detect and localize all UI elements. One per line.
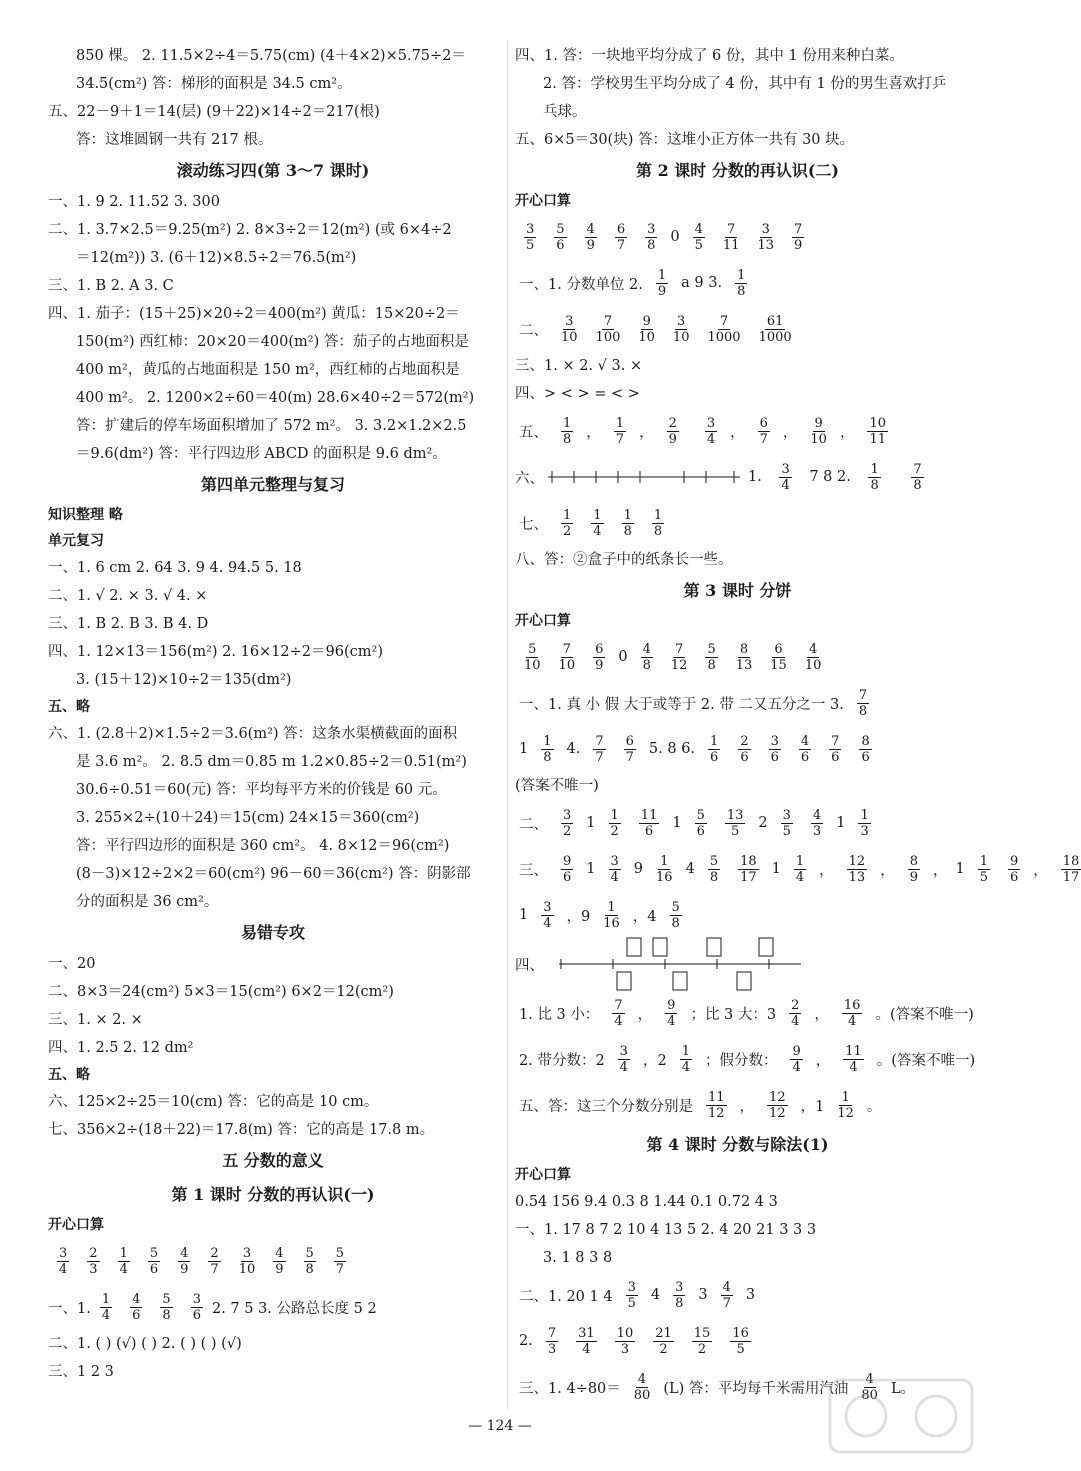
fraction: $\frac{1}{8}$ bbox=[870, 461, 879, 493]
subsection-heading: 开心口算 bbox=[48, 1217, 104, 1233]
text-line: 六、1. (2.8＋2)×1.5÷2＝3.6(m²) 答：这条水渠横截面的面积 bbox=[48, 726, 458, 742]
text-line: 34.5(cm²) 答：梯形的面积是 34.5 cm²。 bbox=[76, 76, 352, 92]
fraction: $\frac{4}{10}$ bbox=[804, 641, 822, 673]
fraction: $\frac{3}{4}$ bbox=[781, 461, 790, 493]
text-segment: 1 bbox=[586, 861, 596, 877]
fraction: $\frac{4}{80}$ bbox=[633, 1371, 651, 1403]
fraction: $\frac{2}{4}$ bbox=[791, 997, 800, 1029]
fraction-row bbox=[515, 1036, 976, 1082]
fraction: $\frac{9}{6}$ bbox=[1010, 853, 1019, 885]
text-segment: ， bbox=[819, 862, 834, 879]
text-line: 五、略 bbox=[48, 1067, 90, 1083]
text-line: 二、1. ( ) (√) ( ) 2. ( ) ( ) (√) bbox=[48, 1336, 242, 1352]
text-segment: (L) 答：平均每千米需用汽油 bbox=[663, 1380, 849, 1397]
fraction: $\frac{7}{9}$ bbox=[794, 221, 803, 253]
text-segment: 2. bbox=[519, 1333, 533, 1349]
fraction: $\frac{13}{5}$ bbox=[726, 807, 744, 839]
fraction: $\frac{61}{1000}$ bbox=[758, 313, 792, 345]
fraction-row bbox=[515, 214, 960, 260]
fraction: $\frac{1}{8}$ bbox=[563, 415, 572, 447]
question-prefix: 四、 bbox=[515, 958, 544, 974]
text-segment: 2 bbox=[758, 815, 768, 831]
text-line: 400 m²，黄瓜的占地面积是 150 m²，西红柿的占地面积是 bbox=[76, 362, 460, 378]
fraction: $\frac{5}{10}$ bbox=[524, 641, 541, 673]
fraction: $\frac{1}{2}$ bbox=[563, 507, 572, 539]
fraction: $\frac{6}{7}$ bbox=[616, 221, 626, 253]
fraction: $\frac{1}{4}$ bbox=[681, 1043, 690, 1075]
text-line: 乓球。 bbox=[543, 104, 587, 120]
text-line: 400 m²。 2. 1200×2÷60＝40(m) 28.6×40÷2＝572(m²) bbox=[76, 390, 475, 406]
text-segment: a 9 3. bbox=[681, 275, 723, 291]
text-line: 150(m²) 西红柿：20×20＝400(m²) 答：茄子的占地面积是 bbox=[76, 334, 469, 350]
text-segment: 0 bbox=[670, 229, 680, 245]
text-line: ＝12(m²)) 3. (6＋12)×8.5÷2＝76.5(m²) bbox=[76, 250, 357, 266]
fraction: $\frac{1}{7}$ bbox=[615, 415, 625, 447]
text-line: 三、1. B 2. B 3. B 4. D bbox=[48, 616, 209, 632]
fraction: $\frac{3}{4}$ bbox=[619, 1043, 628, 1075]
text-segment: 五、答：这三个分数分别是 bbox=[519, 1098, 693, 1115]
chapter-heading: 五 分数的意义 bbox=[222, 1151, 324, 1170]
text-segment: L。 bbox=[890, 1380, 916, 1397]
fraction-row bbox=[48, 1238, 498, 1284]
text-segment: ， bbox=[639, 424, 654, 441]
fraction: $\frac{5}{6}$ bbox=[696, 807, 705, 839]
fraction-row bbox=[515, 892, 960, 938]
text-segment: ， bbox=[814, 1006, 829, 1023]
fraction: $\frac{4}{7}$ bbox=[722, 1279, 731, 1311]
fraction: $\frac{1}{8}$ bbox=[737, 267, 746, 299]
fraction: $\frac{9}{10}$ bbox=[810, 415, 827, 447]
fraction: $\frac{3}{8}$ bbox=[647, 221, 656, 253]
fraction: $\frac{7}{7}$ bbox=[595, 733, 604, 765]
fraction-row bbox=[515, 726, 960, 772]
text-segment: ， bbox=[739, 1098, 755, 1115]
text-segment: 4 bbox=[685, 861, 695, 877]
fraction: $\frac{8}{13}$ bbox=[735, 641, 753, 673]
fraction: $\frac{7}{6}$ bbox=[831, 733, 840, 765]
text-segment: ， bbox=[1033, 862, 1048, 879]
fraction: $\frac{8}{6}$ bbox=[861, 733, 870, 765]
fraction: $\frac{7}{8}$ bbox=[913, 461, 922, 493]
fraction: $\frac{16}{5}$ bbox=[732, 1325, 749, 1357]
text-line: 答：扩建后的停车场面积增加了 572 m²。 3. 3.2×1.2×2.5 bbox=[76, 418, 467, 434]
fraction: $\frac{9}{10}$ bbox=[638, 313, 655, 345]
text-line: 3. 1 8 3 8 bbox=[543, 1250, 613, 1266]
fraction: $\frac{6}{7}$ bbox=[625, 733, 634, 765]
text-line: 是 3.6 m²。 2. 8.5 dm＝0.85 m 1.2×0.85÷2＝0.51(m²) bbox=[76, 754, 467, 770]
text-segment: 1. 比 3 小： bbox=[519, 1006, 600, 1023]
text-segment: 七、 bbox=[519, 516, 548, 533]
text-segment: 五、 bbox=[519, 424, 548, 441]
fraction: $\frac{12}{13}$ bbox=[848, 853, 866, 885]
text-line: (答案不唯一) bbox=[515, 778, 599, 794]
fraction: $\frac{4}{9}$ bbox=[586, 221, 595, 253]
text-segment: 1 bbox=[586, 815, 596, 831]
section-heading: 第四单元整理与复习 bbox=[200, 475, 345, 494]
text-segment: ， bbox=[880, 862, 895, 879]
text-line: 六、125×2÷25＝10(cm) 答：它的高是 10 cm。 bbox=[48, 1094, 379, 1110]
text-segment: 2. 带分数：2 bbox=[519, 1052, 605, 1069]
text-segment: 。 bbox=[866, 1098, 882, 1115]
fraction: $\frac{4}{9}$ bbox=[180, 1245, 189, 1277]
fraction: $\frac{1}{5}$ bbox=[979, 853, 988, 885]
fraction-group bbox=[744, 462, 933, 493]
fraction: $\frac{6}{7}$ bbox=[759, 415, 768, 447]
fraction: $\frac{21}{2}$ bbox=[655, 1325, 672, 1357]
text-segment: 7 8 2. bbox=[804, 469, 856, 485]
fraction: $\frac{31}{4}$ bbox=[578, 1325, 595, 1357]
fraction: $\frac{5}{7}$ bbox=[335, 1245, 345, 1277]
text-line: 五、22－9＋1＝14(层) (9＋22)×14÷2＝217(根) bbox=[48, 104, 380, 120]
text-line: 七、356×2÷(18＋22)＝17.8(m) 答：它的高是 17.8 m。 bbox=[48, 1122, 435, 1138]
fraction-row bbox=[515, 1082, 960, 1128]
fraction: $\frac{5}{8}$ bbox=[671, 899, 680, 931]
text-line: 三、1 2 3 bbox=[48, 1364, 114, 1380]
text-segment: 0 bbox=[618, 649, 628, 665]
fraction: $\frac{3}{4}$ bbox=[610, 853, 619, 885]
fraction: $\frac{4}{80}$ bbox=[861, 1371, 878, 1403]
fraction: $\frac{7}{4}$ bbox=[614, 997, 623, 1029]
fraction-row bbox=[515, 260, 960, 306]
fraction-row bbox=[48, 1284, 498, 1330]
fraction: $\frac{3}{10}$ bbox=[561, 313, 578, 345]
fraction-row bbox=[515, 500, 960, 546]
fraction: $\frac{10}{3}$ bbox=[616, 1325, 634, 1357]
fraction: $\frac{3}{6}$ bbox=[192, 1291, 201, 1323]
fraction: $\frac{9}{4}$ bbox=[667, 997, 676, 1029]
text-segment: 三、 bbox=[519, 862, 548, 879]
fraction: $\frac{5}{8}$ bbox=[305, 1245, 314, 1277]
section-heading: 第 2 课时 分数的再认识(二) bbox=[636, 161, 839, 180]
text-segment: 一、1. 分数单位 2. bbox=[519, 276, 643, 293]
text-line: 五、6×5＝30(块) 答：这堆小正方体一共有 30 块。 bbox=[515, 132, 855, 148]
fraction: $\frac{3}{10}$ bbox=[238, 1245, 256, 1277]
text-segment: 1 bbox=[955, 861, 965, 877]
fraction: $\frac{18}{17}$ bbox=[740, 853, 757, 885]
text-line: 答：这堆圆钢一共有 217 根。 bbox=[76, 132, 273, 148]
fraction-row bbox=[515, 1318, 960, 1364]
section-heading: 第 3 课时 分饼 bbox=[683, 581, 792, 600]
text-line: 四、1. 答：一块地平均分成了 6 份，其中 1 份用来种白菜。 bbox=[515, 48, 904, 64]
fraction: $\frac{2}{6}$ bbox=[740, 733, 749, 765]
fraction: $\frac{18}{17}$ bbox=[1062, 853, 1080, 885]
fraction: $\frac{7}{3}$ bbox=[547, 1325, 557, 1357]
fraction-row bbox=[515, 306, 960, 352]
text-segment: 4. bbox=[566, 741, 581, 757]
fraction: $\frac{5}{8}$ bbox=[162, 1291, 171, 1323]
number-line-diagram bbox=[555, 938, 805, 990]
fraction-row bbox=[515, 846, 1080, 892]
text-segment: 1 bbox=[836, 815, 846, 831]
text-segment: ，1 bbox=[800, 1098, 825, 1115]
section-heading: 滚动练习四(第 3～7 课时) bbox=[176, 161, 370, 180]
text-segment: ， bbox=[839, 424, 855, 441]
fraction: $\frac{4}{6}$ bbox=[800, 733, 810, 765]
text-segment: ， bbox=[932, 862, 948, 879]
subsection-heading: 开心口算 bbox=[515, 613, 571, 629]
section-heading: 易错专攻 bbox=[240, 923, 305, 942]
right-column bbox=[515, 42, 1080, 1410]
left-column bbox=[48, 42, 498, 1386]
fraction: $\frac{2}{3}$ bbox=[89, 1245, 98, 1277]
section-heading: 第 4 课时 分数与除法(1) bbox=[646, 1135, 829, 1154]
fraction: $\frac{16}{4}$ bbox=[843, 997, 861, 1029]
text-line: 一、1. 17 8 7 2 10 4 13 5 2. 4 20 21 3 3 3 bbox=[515, 1222, 817, 1238]
text-segment: 9 bbox=[633, 861, 644, 877]
page-number: — 124 — bbox=[468, 1418, 532, 1434]
text-segment: ， bbox=[586, 424, 601, 441]
text-segment: ，9 bbox=[566, 908, 591, 925]
fraction: $\frac{3}{13}$ bbox=[757, 221, 775, 253]
fraction-row bbox=[515, 800, 960, 846]
text-line: 答：平行四边形的面积是 360 cm²。 4. 8×12＝96(cm²) bbox=[76, 838, 450, 854]
text-segment: 1 bbox=[672, 815, 682, 831]
fraction: $\frac{1}{16}$ bbox=[656, 853, 673, 885]
fraction: $\frac{4}{5}$ bbox=[694, 221, 703, 253]
fraction: $\frac{11}{6}$ bbox=[640, 807, 658, 839]
subsection-heading: 开心口算 bbox=[515, 193, 571, 209]
text-segment: 3 bbox=[698, 1287, 708, 1303]
fraction: $\frac{1}{3}$ bbox=[860, 807, 869, 839]
text-segment: 二、1. 20 1 4 bbox=[519, 1288, 613, 1305]
fraction-group bbox=[91, 1292, 212, 1323]
fraction: $\frac{6}{15}$ bbox=[770, 641, 787, 673]
subsection-heading: 单元复习 bbox=[48, 533, 104, 549]
text-segment: ， bbox=[730, 424, 745, 441]
text-segment: 2. 7 5 3. 公路总长度 5 2 bbox=[211, 1300, 377, 1317]
text-segment: ， bbox=[782, 424, 798, 441]
fraction: $\frac{4}{9}$ bbox=[275, 1245, 284, 1277]
fraction: $\frac{1}{9}$ bbox=[657, 267, 667, 299]
text-line: 五、略 bbox=[48, 699, 90, 715]
text-line: 3. 255×2÷(10＋24)＝15(cm) 24×15＝360(cm²) bbox=[76, 810, 420, 826]
text-segment: 1. bbox=[748, 469, 767, 485]
fraction: $\frac{3}{4}$ bbox=[706, 415, 716, 447]
fraction: $\frac{11}{12}$ bbox=[708, 1089, 725, 1121]
fraction: $\frac{7}{10}$ bbox=[558, 641, 576, 673]
fraction: $\frac{7}{11}$ bbox=[722, 221, 740, 253]
text-segment: ，4 bbox=[632, 908, 657, 925]
fraction: $\frac{2}{7}$ bbox=[210, 1245, 219, 1277]
fraction: $\frac{7}{12}$ bbox=[670, 641, 688, 673]
text-segment: ，2 bbox=[642, 1052, 667, 1069]
text-segment: 三、1. 4÷80＝ bbox=[519, 1380, 621, 1397]
text-line: 三、1. B 2. A 3. C bbox=[48, 278, 174, 294]
text-segment: 。(答案不唯一) bbox=[875, 1006, 974, 1023]
fraction: $\frac{8}{9}$ bbox=[909, 853, 918, 885]
text-segment: 。(答案不唯一) bbox=[876, 1052, 976, 1069]
text-segment: 4 bbox=[650, 1287, 661, 1303]
text-line: 八、答：②盒子中的纸条长一些。 bbox=[515, 552, 733, 568]
fraction: $\frac{3}{4}$ bbox=[59, 1245, 68, 1277]
fraction: $\frac{1}{6}$ bbox=[710, 733, 719, 765]
text-line: 0.54 156 9.4 0.3 8 1.44 0.1 0.72 4 3 bbox=[515, 1194, 778, 1210]
fraction: $\frac{3}{6}$ bbox=[770, 733, 779, 765]
text-segment: 3 bbox=[745, 1287, 756, 1303]
fraction: $\frac{1}{4}$ bbox=[101, 1291, 111, 1323]
fraction: $\frac{3}{4}$ bbox=[543, 899, 552, 931]
fraction: $\frac{4}{8}$ bbox=[642, 641, 651, 673]
fraction-row bbox=[515, 680, 960, 726]
fraction: $\frac{7}{8}$ bbox=[858, 687, 868, 719]
text-line: (8－3)×12÷2×2＝60(cm²) 96－60＝36(cm²) 答：阴影部 bbox=[76, 866, 471, 882]
text-line: 四、1. 茄子：(15＋25)×20÷2＝400(m²) 黄瓜：15×20÷2＝ bbox=[48, 306, 460, 322]
text-line: 30.6÷0.51＝60(元) 答：平均每平方米的价钱是 60 元。 bbox=[76, 782, 447, 798]
fraction-row bbox=[515, 408, 960, 454]
fraction: $\frac{2}{9}$ bbox=[668, 415, 677, 447]
text-line: 一、20 bbox=[48, 956, 96, 972]
text-segment: 一、1. 真 小 假 大于或等于 2. 带 二又五分之一 3. bbox=[519, 696, 844, 713]
fraction: $\frac{11}{4}$ bbox=[845, 1043, 862, 1075]
fraction: $\frac{5}{6}$ bbox=[556, 221, 565, 253]
text-segment bbox=[894, 469, 899, 485]
text-line: 二、1. √ 2. × 3. √ 4. × bbox=[48, 588, 208, 604]
fraction: $\frac{12}{12}$ bbox=[769, 1089, 786, 1121]
text-line: 3. (15＋12)×10÷2＝135(dm²) bbox=[76, 672, 292, 688]
section-heading: 第 1 课时 分数的再认识(一) bbox=[171, 1185, 375, 1204]
fraction-row bbox=[515, 634, 960, 680]
fraction: $\frac{5}{8}$ bbox=[709, 853, 719, 885]
fraction: $\frac{1}{4}$ bbox=[795, 853, 805, 885]
text-line: ＝9.6(dm²) 答：平行四边形 ABCD 的面积是 9.6 dm²。 bbox=[76, 446, 447, 462]
fraction: $\frac{1}{8}$ bbox=[543, 733, 552, 765]
fraction: $\frac{1}{4}$ bbox=[593, 507, 602, 539]
text-line: 分的面积是 36 cm²。 bbox=[76, 894, 219, 910]
text-line: 2. 答：学校男生平均分成了 4 份，其中有 1 份的男生喜欢打乒 bbox=[543, 76, 947, 92]
text-segment: 5. 8 6. bbox=[648, 741, 696, 757]
text-line: 四、> < > = < > bbox=[515, 386, 640, 402]
text-line: 三、1. × 2. √ 3. × bbox=[515, 358, 643, 374]
text-line: 四、1. 2.5 2. 12 dm² bbox=[48, 1040, 194, 1056]
text-line: 四、1. 12×13＝156(m²) 2. 16×12÷2＝96(cm²) bbox=[48, 644, 383, 660]
number-line-row bbox=[515, 938, 960, 990]
fraction: $\frac{3}{10}$ bbox=[672, 313, 690, 345]
text-segment: 1 bbox=[519, 907, 529, 923]
question-prefix: 一、1. bbox=[48, 1300, 91, 1317]
text-segment: ；比 3 大：3 bbox=[690, 1006, 777, 1023]
fraction: $\frac{1}{16}$ bbox=[603, 899, 620, 931]
fraction: $\frac{9}{4}$ bbox=[792, 1043, 801, 1075]
text-line: 三、1. × 2. × bbox=[48, 1012, 143, 1028]
text-segment: 1 bbox=[519, 741, 529, 757]
fraction: $\frac{9}{6}$ bbox=[563, 853, 572, 885]
text-segment: ；假分数： bbox=[704, 1052, 778, 1069]
fraction: $\frac{1}{4}$ bbox=[119, 1245, 128, 1277]
fraction: $\frac{3}{2}$ bbox=[563, 807, 572, 839]
fraction: $\frac{3}{5}$ bbox=[627, 1279, 636, 1311]
fraction: $\frac{15}{2}$ bbox=[693, 1325, 711, 1357]
subsection-heading: 知识整理 略 bbox=[48, 507, 123, 523]
fraction: $\frac{1}{8}$ bbox=[623, 507, 632, 539]
text-segment: 二、 bbox=[519, 816, 548, 833]
fraction: $\frac{10}{11}$ bbox=[869, 415, 886, 447]
fraction-row bbox=[515, 990, 974, 1036]
subsection-heading: 开心口算 bbox=[515, 1167, 571, 1183]
fraction: $\frac{5}{8}$ bbox=[707, 641, 716, 673]
fraction: $\frac{4}{3}$ bbox=[812, 807, 822, 839]
fraction: $\frac{1}{2}$ bbox=[610, 807, 619, 839]
fraction: $\frac{6}{9}$ bbox=[595, 641, 604, 673]
number-line-row bbox=[515, 454, 960, 500]
fraction: $\frac{3}{8}$ bbox=[675, 1279, 684, 1311]
text-line: 850 棵。 2. 11.5×2÷4＝5.75(cm) (4＋4×2)×5.75÷2＝ bbox=[76, 48, 466, 64]
fraction: $\frac{5}{6}$ bbox=[149, 1245, 159, 1277]
fraction-row bbox=[515, 1272, 960, 1318]
fraction: $\frac{1}{12}$ bbox=[837, 1089, 854, 1121]
text-segment: 1 bbox=[771, 861, 781, 877]
fraction: $\frac{7}{100}$ bbox=[595, 313, 621, 345]
number-line-diagram bbox=[544, 457, 744, 497]
text-segment: ， bbox=[637, 1006, 653, 1023]
text-line: 一、1. 6 cm 2. 64 3. 9 4. 94.5 5. 18 bbox=[48, 560, 302, 576]
text-segment: 二、 bbox=[519, 322, 548, 339]
text-line: 二、1. 3.7×2.5＝9.25(m²) 2. 8×3÷2＝12(m²) (或 6×4÷2 bbox=[48, 222, 452, 238]
text-line: 二、8×3＝24(cm²) 5×3＝15(cm²) 6×2＝12(cm²) bbox=[48, 984, 394, 1000]
question-prefix: 六、 bbox=[515, 470, 544, 487]
fraction: $\frac{1}{8}$ bbox=[653, 507, 663, 539]
column-divider bbox=[507, 40, 508, 1410]
fraction: $\frac{7}{1000}$ bbox=[707, 313, 741, 345]
watermark-logo bbox=[826, 1376, 976, 1456]
fraction: $\frac{3}{5}$ bbox=[526, 221, 535, 253]
fraction: $\frac{4}{6}$ bbox=[132, 1291, 141, 1323]
text-segment: ， bbox=[815, 1052, 831, 1069]
fraction: $\frac{3}{5}$ bbox=[782, 807, 791, 839]
text-line: 一、1. 9 2. 11.52 3. 300 bbox=[48, 194, 220, 210]
